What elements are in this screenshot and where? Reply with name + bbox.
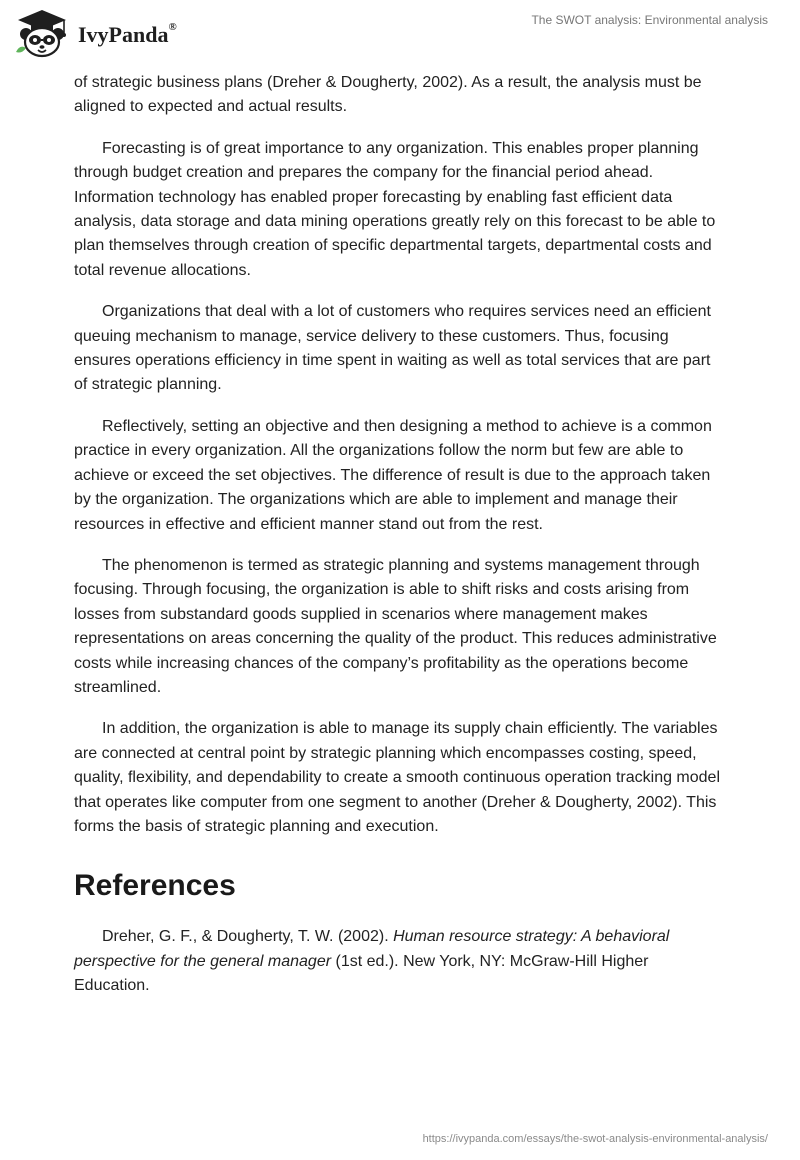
reference-entry [74, 925, 726, 998]
source-url[interactable]: https://ivypanda.com/essays/the-swot-analysis-environmental-analysis/ [422, 1133, 768, 1145]
paragraph-supply-chain: In addition, the organization is able to manage its supply chain efficiently. The variables are connected at central point by strategic planning which encompasses costing, speed, quality, flexibility, and dependability to create a smooth continuous operation tracking model that operates like computer from one segment to another (Dreher & Dougherty, 2002). This forms the basis of strategic planning and execution. [74, 720, 721, 835]
reference-publisher: (1st ed.). New York, NY: McGraw-Hill Higher Education. [74, 952, 649, 995]
paragraph-continued: of strategic business plans (Dreher & Dougherty, 2002). As a result, the analysis must be aligned to expected and actual results. [74, 74, 702, 116]
paragraph-forecasting: Forecasting is of great importance to any organization. This enables proper planning through budget creation and prepares the company for the financial period ahead. Information technology has enabled proper forecasting by enabling fast efficient data analysis, data storage and data mining operations greatly rely on this forecast to be able to plan themselves through creation of specific departmental targets, departmental costs and total revenue allocations. [74, 139, 716, 279]
reference-title: Human resource strategy: A behavioral perspective for the general manager [74, 928, 670, 970]
essay-body [74, 71, 726, 1016]
brand-name: IvyPanda® [78, 20, 177, 47]
page-header [0, 0, 800, 66]
panda-graduate-icon [14, 8, 70, 58]
document-title: The SWOT analysis: Environmental analysis [531, 13, 768, 27]
reference-authors: Dreher, G. F., & Dougherty, T. W. (2002). [102, 928, 394, 946]
paragraph-objectives: Reflectively, setting an objective and then designing a method to achieve is a common practice in every organization. All the organizations follow the norm but few are able to achieve or exceed the set objectives. The difference of result is due to the approach taken by the organization. The organizations which are able to implement and manage their resources in effective and efficient manner stand out from the rest. [74, 417, 712, 533]
logo[interactable] [14, 8, 177, 58]
paragraph-queuing: Organizations that deal with a lot of customers who requires services need an efficient queuing mechanism to manage, service delivery to these customers. Thus, focusing ensures operations efficiency in time spent in waiting as well as total services that are part of strategic planning. [74, 303, 711, 394]
references-heading: References [74, 869, 236, 903]
paragraph-phenomenon: The phenomenon is termed as strategic planning and systems management through focusing. Through focusing, the organization is able to shift risks and costs arising from losses from substandard goods supplied in scenarios where management makes representations on areas concerning the quality of the product. This reduces administrative costs while increasing chances of the company’s profitability as the operations become streamlined. [74, 556, 717, 696]
registered-mark: ® [168, 20, 177, 33]
